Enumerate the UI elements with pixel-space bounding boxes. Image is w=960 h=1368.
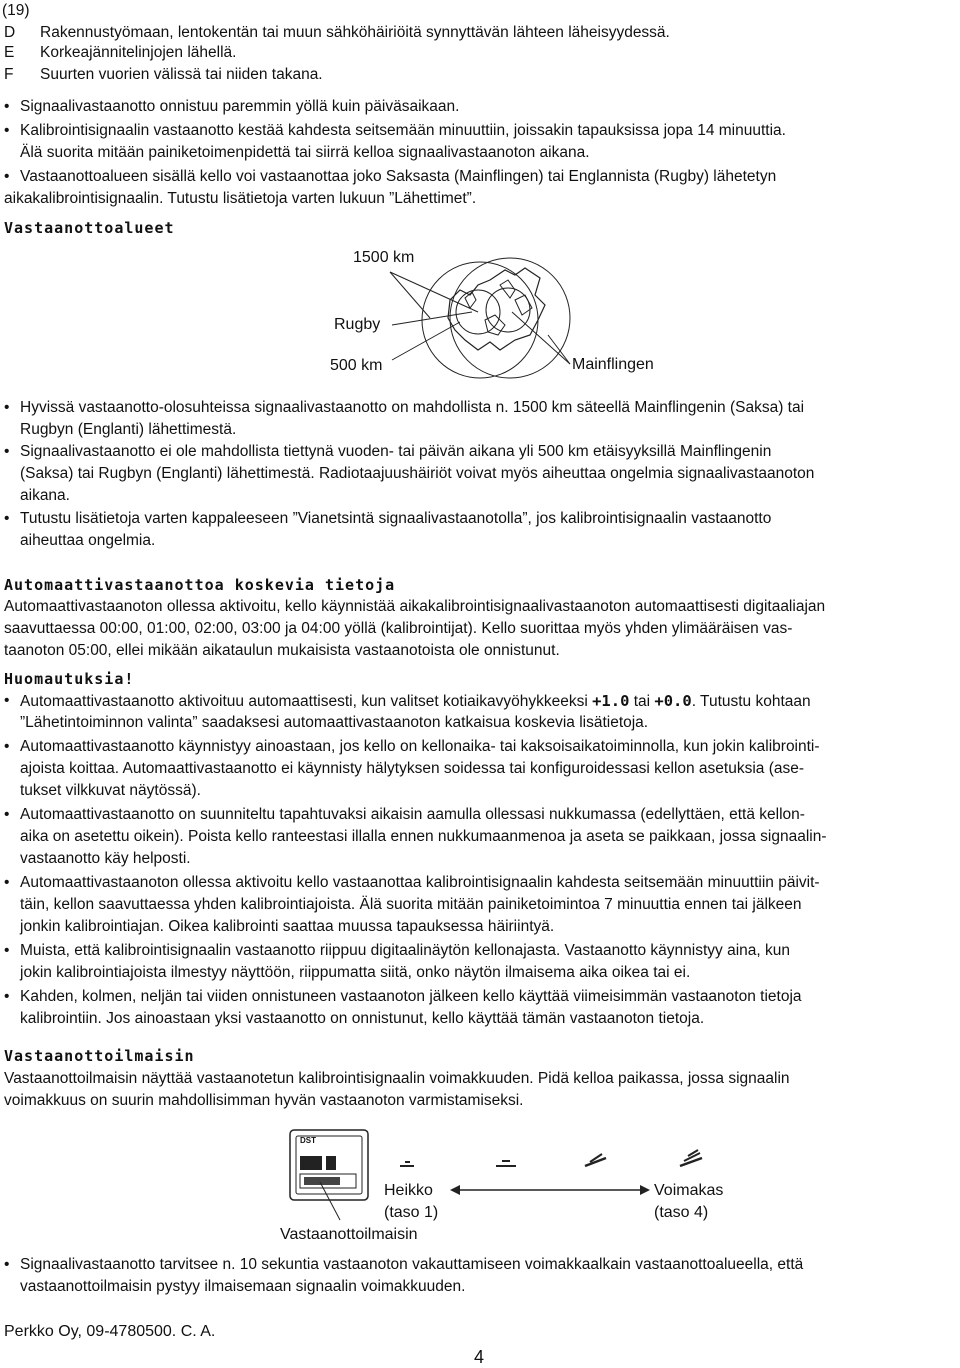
bullet-text: Signaalivastaanotto onnistuu paremmin yöllä kuin päiväsaikaan.: [20, 98, 460, 115]
bullet-text: Rugbyn (Englanti) lähettimestä.: [20, 421, 237, 438]
list-letter: F: [4, 66, 14, 83]
note-text: ajoista koittaa. Automaattivastaanotto ei käynnisty hälytyksen soidessa tai konfiguroidessasi kellon asetuksia (ase-: [20, 760, 805, 777]
page-number: 4: [474, 1347, 485, 1367]
note-text: Kahden, kolmen, neljän tai viiden onnistuneen vastaanoton jälkeen kello käyttää viimeisimmän vastaanoton tietoja: [20, 988, 802, 1005]
bullet-text: Signaalivastaanotto ei ole mahdollista tiettynä vuoden- tai päivän aikana yli 500 km etäisyyksillä Mainflingenin: [20, 443, 772, 460]
note-text: Automaattivastaanotto on suunniteltu tapahtuvaksi aikaisin aamulla ollessasi nukkumassa (edellyttäen, että kellon-: [20, 806, 805, 823]
indicator-illustration: [260, 1122, 760, 1252]
bullet-text: Vastaanottoalueen sisällä kello voi vastaanottaa joko Saksasta (Mainflingen) tai Englannista (Rugby) lähetetyn: [20, 168, 777, 185]
timezone-code: +1.0: [592, 692, 630, 710]
signal-level-4-icon: [680, 1150, 702, 1166]
map-label-1500km: 1500 km: [353, 249, 415, 266]
section-heading: Automaattivastaanottoa koskevia tietoja: [4, 576, 396, 594]
signal-level-2-icon: [496, 1161, 516, 1166]
note-text: vastaanotto käy helposti.: [20, 850, 191, 867]
section-heading: Vastaanottoalueet: [4, 219, 175, 237]
map-label-500km: 500 km: [330, 357, 383, 374]
timezone-code: +0.0: [654, 692, 692, 710]
label-indicator: Vastaanottoilmaisin: [280, 1226, 418, 1243]
footer-company: Perkko Oy, 09-4780500. C. A.: [4, 1323, 216, 1340]
label-weak: Heikko: [384, 1182, 433, 1199]
bullet-text: (Saksa) tai Rugbyn (Englanti) lähettimestä. Radiotaajuushäiriöt voivat myös aiheuttaa ongelmia signaalivastaanoton: [20, 465, 815, 482]
note-text: jokin kalibrointiajoista ilmestyy näyttöön, riippumatta siitä, onko näytön ilmaisema aika oikea tai ei.: [20, 964, 691, 981]
paragraph-line: Vastaanottoilmaisin näyttää vastaanotetun kalibrointisignaalin voimakkuuden. Pidä kelloa paikassa, jossa signaalin: [4, 1070, 790, 1087]
note-text: jonkin kalibrointiajan. Oikea kalibrointi saattaa muussa tapauksessa häiriintyä.: [20, 918, 555, 935]
paragraph-line: taanoton 05:00, ellei mikään aikataulun mukaisista vastaanotoista ole onnistunut.: [4, 642, 560, 659]
note-text: ”Lähetintoiminnon valinta” saadaksesi automaattivastaanoton katkaisua koskevia lisätietoja.: [20, 714, 649, 731]
note-text: Automaattivastaanotto käynnistyy ainoastaan, jos kello on kellonaika- tai kaksoisaikatoiminnolla, kun jokin kalibrointi-: [20, 738, 820, 755]
label-strong: Voimakas: [654, 1182, 724, 1199]
list-letter: E: [4, 44, 15, 61]
map-label-mainflingen: Mainflingen: [572, 356, 654, 373]
note-text: tukset vilkkuvat näytössä).: [20, 782, 201, 799]
bullet-text: Signaalivastaanotto tarvitsee n. 10 sekuntia vastaanoton vakauttamiseen voimakkaalkain vastaanottoalueella, että: [20, 1256, 804, 1273]
note-text: aika on asetettu oikein). Poista kello ranteestasi illalla ennen nukkumaanmenoa ja aseta se paikkaan, jossa signaalin-: [20, 828, 827, 845]
note-text: Automaattivastaanotto aktivoituu automaattisesti, kun valitset kotiaikavyöhykkeeksi +1.0 tai +0.0. Tutustu kohtaan: [20, 692, 811, 710]
list-text: Suurten vuorien välissä tai niiden takana.: [40, 66, 323, 83]
list-letter: D: [4, 24, 16, 41]
section-number: (19): [2, 2, 30, 19]
note-text: Automaattivastaanoton ollessa aktivoitu kello vastaanottaa kalibrointisignaalin kahdesta seitsemään minuuttiin päivit-: [20, 874, 820, 891]
paragraph-line: saavuttaessa 00:00, 01:00, 02:00, 03:00 ja 04:00 yöllä (kalibrointijat). Kello suorittaa myös yhden ylimääräisen vas-: [4, 620, 793, 637]
notes-heading: Huomautuksia!: [4, 670, 135, 688]
reception-map: [300, 240, 700, 390]
signal-level-3-icon: [585, 1154, 606, 1166]
bullet-text: Hyvissä vastaanotto-olosuhteissa signaalivastaanotto on mahdollista n. 1500 km säteellä Mainflingenin (Saksa) tai: [20, 399, 805, 416]
bullet-text: Tutustu lisätietoja varten kappaleeseen ”Vianetsintä signaalivastaanotolla”, jos kalibrointisignaalin vastaanotto: [20, 510, 772, 527]
label-strong-level: (taso 4): [654, 1204, 709, 1221]
note-text: täin, kellon saavuttaessa yhden kalibrointiajoista. Älä suorita mitään painiketoimintoa 7 minuuttia ennen tai jälkeen: [20, 896, 802, 913]
bullet-text: Kalibrointisignaalin vastaanotto kestää kahdesta seitsemään minuuttiin, joissakin tapauksissa jopa 14 minuuttia.: [20, 122, 786, 139]
section-heading: Vastaanottoilmaisin: [4, 1047, 195, 1065]
signal-level-1-icon: [400, 1162, 414, 1166]
list-text: Korkeajännitelinjojen lähellä.: [40, 44, 237, 61]
bullet-text: aikakalibrointisignaalin. Tutustu lisätietoja varten lukuun ”Lähettimet”.: [4, 190, 477, 207]
list-text: Rakennustyömaan, lentokentän tai muun sähköhäiriöitä synnyttävän lähteen läheisyydessä.: [40, 24, 670, 41]
dst-label: DST: [300, 1136, 316, 1145]
bullet-text: aiheuttaa ongelmia.: [20, 532, 156, 549]
paragraph-line: Automaattivastaanoton ollessa aktivoitu, kello käynnistää aikakalibrointisignaalivastaanoton automaattisesti digitaaliajan: [4, 598, 826, 615]
label-weak-level: (taso 1): [384, 1204, 439, 1221]
map-label-rugby: Rugby: [334, 316, 381, 333]
note-text: kalibrointiin. Jos ainoastaan yksi vastaanotto on onnistunut, kello käyttää tämän vastaanoton tietoja.: [20, 1010, 705, 1027]
note-text: Muista, että kalibrointisignaalin vastaanotto riippuu digitaalinäytön kellonajasta. Vastaanotto käynnistyy aina, kun: [20, 942, 791, 959]
bullet-text: Älä suorita mitään painiketoimenpidettä tai siirrä kelloa signaalivastaanoton aikana.: [20, 144, 590, 161]
bullet-text: vastaanottoilmaisin pystyy ilmaisemaan signaalin voimakkuuden.: [20, 1278, 466, 1295]
bullet-text: aikana.: [20, 487, 70, 504]
paragraph-line: voimakkuus on suurin mahdollisimman hyvän vastaanoton varmistamiseksi.: [4, 1092, 524, 1109]
